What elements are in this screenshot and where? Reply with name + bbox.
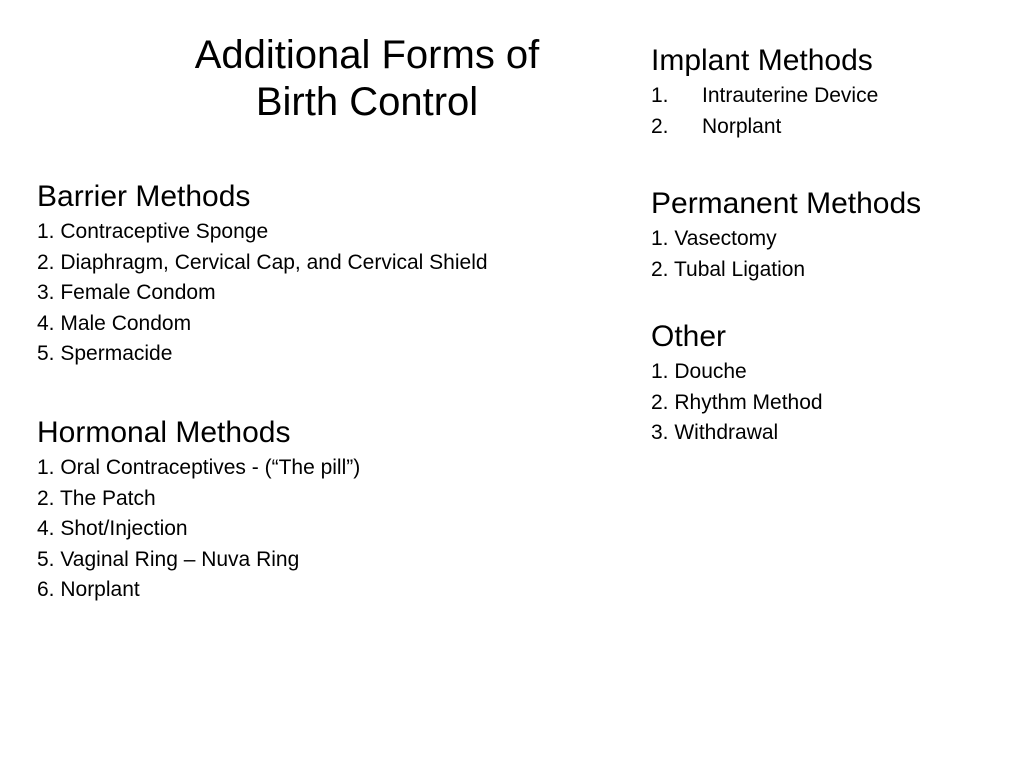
implant-methods-heading: Implant Methods bbox=[651, 44, 873, 77]
list-item: 5. Spermacide bbox=[37, 342, 173, 366]
list-item: 6. Norplant bbox=[37, 578, 140, 602]
list-item-number: 2. bbox=[651, 114, 669, 138]
list-item: 3. Withdrawal bbox=[651, 421, 779, 445]
list-item: 3. Female Condom bbox=[37, 281, 216, 305]
list-item-text: Intrauterine Device bbox=[702, 84, 879, 107]
slide-title-line-1: Additional Forms of bbox=[194, 33, 540, 77]
list-item-number: 1. bbox=[651, 84, 669, 107]
permanent-methods-heading: Permanent Methods bbox=[651, 187, 922, 220]
list-item-text: Norplant bbox=[702, 114, 782, 138]
hormonal-methods-list bbox=[37, 453, 360, 606]
permanent-methods-section bbox=[651, 186, 921, 285]
list-item: 1. Vasectomy bbox=[651, 227, 777, 250]
implant-methods-list bbox=[651, 81, 878, 142]
hormonal-methods-heading: Hormonal Methods bbox=[37, 416, 291, 449]
list-item bbox=[651, 81, 878, 112]
barrier-methods-list bbox=[37, 217, 488, 370]
implant-methods-section bbox=[651, 43, 878, 142]
list-item: 4. Male Condom bbox=[37, 311, 192, 335]
other-methods-section bbox=[651, 319, 823, 449]
hormonal-methods-section bbox=[37, 415, 360, 606]
list-item: 2. The Patch bbox=[37, 486, 156, 510]
list-item: 1. Oral Contraceptives - (“The pill”) bbox=[37, 456, 361, 479]
slide-title-line-2: Birth Control bbox=[255, 80, 479, 124]
barrier-methods-section bbox=[37, 179, 488, 370]
list-item: 5. Vaginal Ring – Nuva Ring bbox=[37, 547, 300, 571]
permanent-methods-list bbox=[651, 224, 921, 285]
slide-title bbox=[140, 32, 594, 126]
barrier-methods-heading: Barrier Methods bbox=[37, 180, 251, 213]
list-item: 2. Diaphragm, Cervical Cap, and Cervical Shield bbox=[37, 250, 488, 274]
other-methods-list bbox=[651, 357, 823, 449]
list-item: 2. Tubal Ligation bbox=[651, 257, 806, 281]
other-methods-heading: Other bbox=[651, 320, 727, 353]
list-item: 1. Douche bbox=[651, 360, 747, 383]
list-item bbox=[651, 112, 878, 143]
list-item: 2. Rhythm Method bbox=[651, 390, 823, 414]
list-item: 1. Contraceptive Sponge bbox=[37, 220, 269, 243]
list-item: 4. Shot/Injection bbox=[37, 517, 188, 541]
